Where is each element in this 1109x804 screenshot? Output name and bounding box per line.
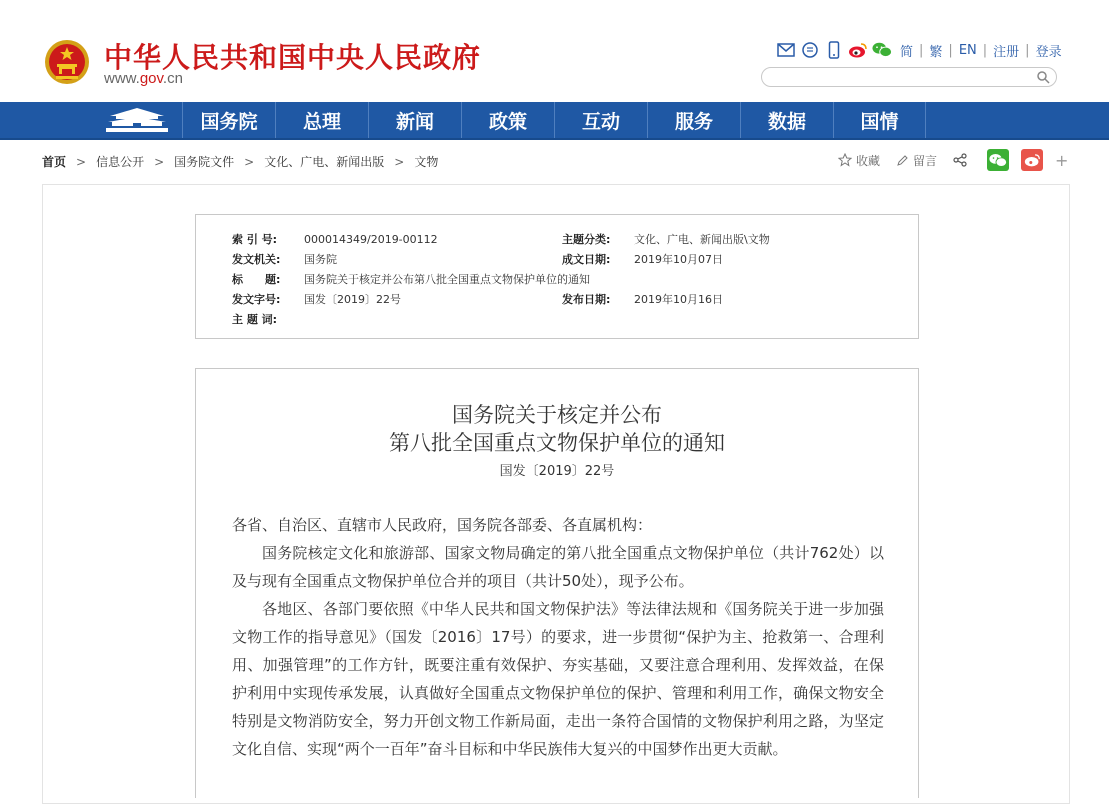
favorite-label: 收藏	[856, 153, 881, 168]
meta-category	[562, 231, 770, 247]
breadcrumb-info-disclosure[interactable]: 信息公开	[96, 155, 145, 169]
article-title-line-1: 国务院关于核定并公布	[452, 403, 662, 427]
meta-label: 发文字号:	[232, 293, 281, 306]
article-paragraph: 国务院核定文化和旅游部、国家文物局确定的第八批全国重点文物保护单位（共计762处）以及与现有全国重点文物保护单位合并的项目（共计50处），现予公布。	[232, 544, 884, 590]
star-icon	[838, 153, 852, 167]
article-doc-number: 国发〔2019〕22号	[499, 464, 615, 479]
article-salutation: 各省、自治区、直辖市人民政府，国务院各部委、各直属机构：	[232, 516, 653, 534]
divider: |	[1025, 42, 1030, 58]
weibo-icon[interactable]	[848, 40, 868, 60]
chevron-right-icon: >	[154, 154, 165, 169]
top-toolbar	[776, 40, 1062, 60]
site-url-prefix: www.	[104, 70, 140, 87]
meta-value: 2019年10月07日	[634, 253, 723, 266]
meta-title	[232, 271, 590, 287]
site-header	[0, 0, 1109, 102]
breadcrumb-culture[interactable]: 文化、广电、新闻出版	[264, 155, 385, 169]
breadcrumb-home[interactable]: 首页	[42, 155, 67, 169]
mail-icon[interactable]	[776, 40, 796, 60]
breadcrumb	[42, 153, 438, 170]
share-weibo-button[interactable]	[1021, 149, 1043, 171]
link-login[interactable]: 登录	[1035, 44, 1062, 60]
tiananmen-icon	[106, 107, 168, 133]
nav-item-policy[interactable]: 政策	[461, 102, 554, 138]
search-input[interactable]	[761, 67, 1057, 87]
meta-issuer	[232, 251, 337, 267]
meta-label: 主题分类:	[562, 233, 611, 246]
nav-item-premier[interactable]: 总理	[275, 102, 368, 138]
link-simplified[interactable]: 简	[900, 44, 914, 60]
meta-label: 主 题 词:	[232, 313, 278, 326]
chevron-right-icon: >	[244, 154, 255, 169]
article-tools	[838, 147, 1068, 173]
wechat-icon[interactable]	[872, 40, 892, 60]
main-nav	[0, 102, 1109, 140]
nav-items	[182, 102, 926, 138]
nav-item-interaction[interactable]: 互动	[554, 102, 647, 138]
article-body	[195, 368, 919, 798]
chevron-right-icon: >	[394, 154, 405, 169]
document-metadata-table	[195, 214, 919, 339]
meta-value: 2019年10月16日	[634, 293, 723, 306]
meta-keywords	[232, 311, 304, 327]
link-register[interactable]: 注册	[993, 44, 1020, 60]
share-wechat-button[interactable]	[987, 149, 1009, 171]
nav-item-data[interactable]: 数据	[740, 102, 833, 138]
meta-label: 发文机关:	[232, 253, 281, 266]
search-icon[interactable]	[1036, 70, 1050, 84]
nav-item-state-council[interactable]: 国务院	[182, 102, 275, 138]
share-button[interactable]	[953, 153, 971, 167]
comment-button[interactable]	[896, 152, 937, 169]
share-icon	[953, 153, 967, 167]
meta-label: 发布日期:	[562, 293, 611, 306]
nav-item-national-info[interactable]: 国情	[833, 102, 926, 138]
link-english[interactable]: EN	[958, 42, 977, 58]
nav-item-services[interactable]: 服务	[647, 102, 740, 138]
divider: |	[948, 42, 953, 58]
article-paragraph: 各地区、各部门要依照《中华人民共和国文物保护法》等法律法规和《国务院关于进一步加强文物工作的指导意见》（国发〔2016〕17号）的要求，进一步贯彻“保护为主、抢救第一、合理利用、加强管理”的工作方针，既要注重有效保护、夯实基础，又要注意合理利用、发挥效益，在保护利用中实现传承发展，认真做好全国重点文物保护单位的保护、管理和利用工作，确保文物安全特别是文物消防安全，努力开创文物工作新局面，走出一条符合国情的文物保护利用之路，为坚定文化自信、实现“两个一百年”奋斗目标和中华民族伟大复兴的中国梦作出更大贡献。	[232, 600, 884, 758]
article-title-line-2: 第八批全国重点文物保护单位的通知	[389, 431, 725, 455]
link-traditional[interactable]: 繁	[929, 44, 943, 60]
meta-value: 国务院	[304, 253, 337, 266]
breadcrumb-state-council-docs[interactable]: 国务院文件	[174, 155, 235, 169]
more-share-icon[interactable]: +	[1055, 150, 1069, 170]
top-links	[900, 41, 1062, 60]
meta-value: 国发〔2019〕22号	[304, 293, 401, 306]
site-title[interactable]: 中华人民共和国中央人民政府	[104, 41, 482, 74]
breadcrumb-relics[interactable]: 文物	[414, 155, 439, 169]
mobile-icon[interactable]	[824, 40, 844, 60]
meta-label: 标 题:	[232, 273, 281, 286]
weibo-icon	[1024, 153, 1041, 167]
chevron-right-icon: >	[76, 154, 87, 169]
divider: |	[982, 42, 988, 58]
meta-index	[232, 231, 438, 247]
wechat-icon	[989, 153, 1007, 168]
meta-created-date	[562, 251, 723, 267]
site-url-suffix: .cn	[162, 70, 183, 87]
comment-label: 留言	[913, 153, 938, 168]
meta-value: 000014349/2019-00112	[304, 233, 438, 246]
site-url-domain: gov	[139, 70, 163, 87]
nav-item-news[interactable]: 新闻	[368, 102, 461, 138]
nav-home-link[interactable]	[92, 102, 182, 138]
meta-value: 国务院关于核定并公布第八批全国重点文物保护单位的通知	[304, 273, 590, 286]
article-text	[232, 511, 884, 763]
meta-label: 索 引 号:	[232, 233, 278, 246]
meta-published-date	[562, 291, 723, 307]
message-icon[interactable]	[800, 40, 820, 60]
meta-value: 文化、广电、新闻出版\文物	[634, 233, 770, 246]
site-url[interactable]	[104, 70, 183, 87]
meta-doc-number	[232, 291, 401, 307]
national-emblem-logo[interactable]	[44, 38, 90, 86]
divider: |	[919, 42, 924, 58]
favorite-button[interactable]	[838, 152, 880, 169]
meta-label: 成文日期:	[562, 253, 611, 266]
pencil-icon	[896, 154, 909, 167]
